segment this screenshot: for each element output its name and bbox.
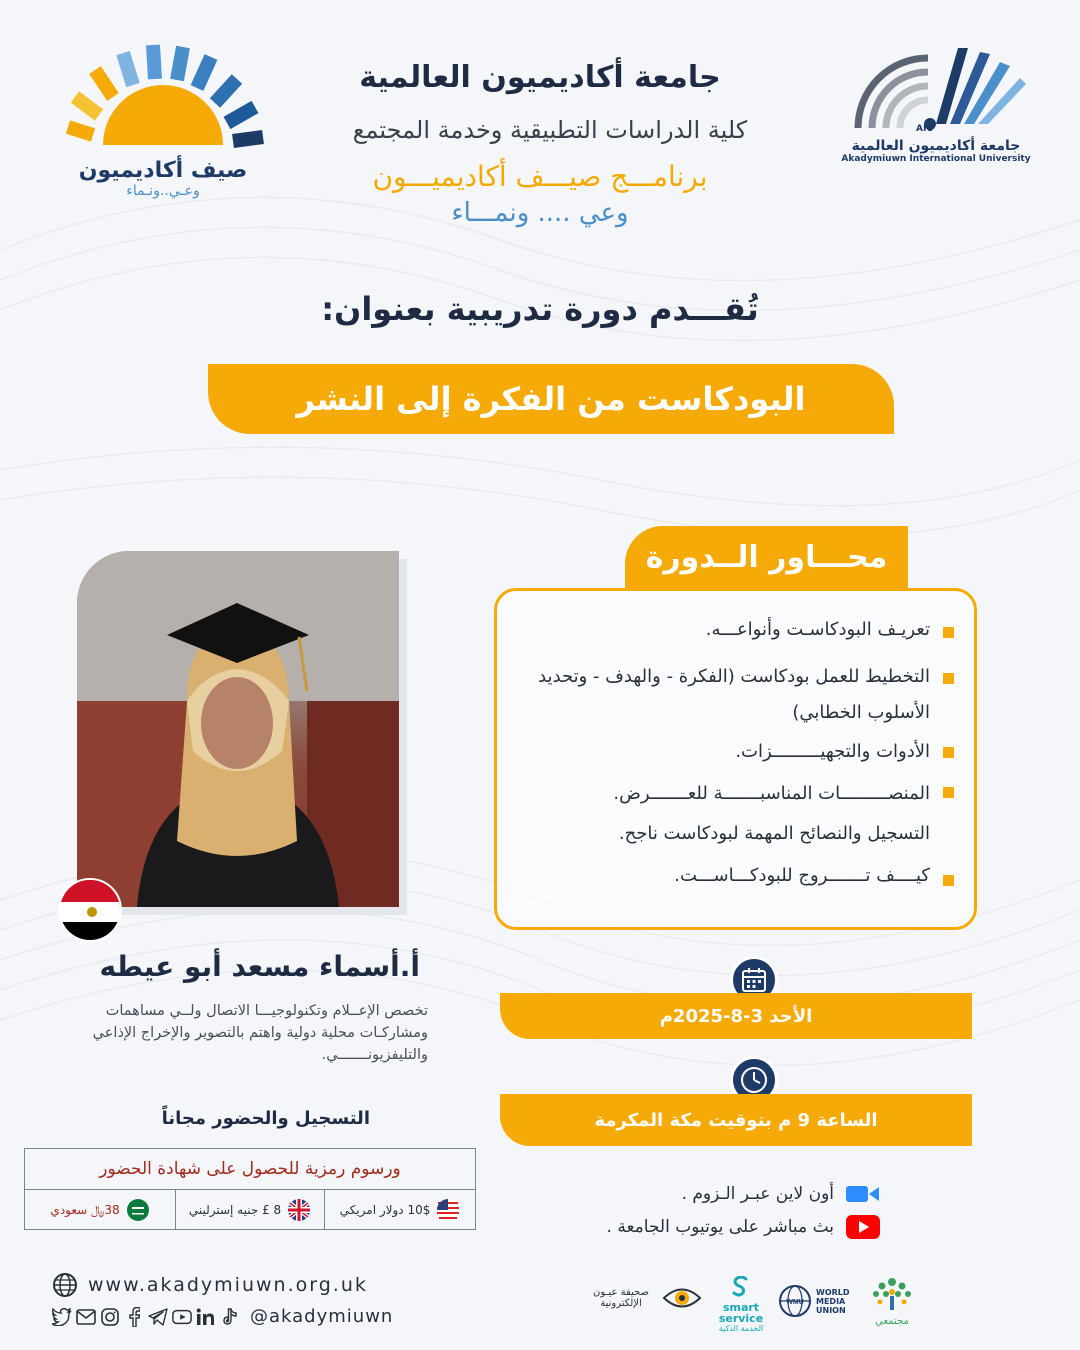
svg-text:WMU: WMU xyxy=(786,1299,804,1306)
speaker-name: أ.أسماء مسعد أبو عيطه xyxy=(99,950,420,983)
youtube-icon xyxy=(846,1214,880,1240)
course-title-banner xyxy=(208,364,894,434)
course-title: البودكاست من الفكرة إلى النشر xyxy=(296,380,806,418)
bullet-icon xyxy=(943,787,954,798)
fee-note: ورسوم رمزية للحصول على شهادة الحضور xyxy=(25,1149,475,1190)
community-tree-icon xyxy=(868,1274,916,1312)
partner-wmu xyxy=(778,1284,858,1318)
globe-icon xyxy=(52,1272,78,1298)
website-line[interactable] xyxy=(52,1272,368,1298)
eye-icon xyxy=(662,1284,702,1312)
twitter-icon[interactable] xyxy=(52,1307,72,1327)
fee-gbp-text: 8 £ جنيه إسترليني xyxy=(188,1203,282,1217)
bullet-icon xyxy=(943,747,954,758)
event-time: الساعة 9 م بتوقيت مكة المكرمة xyxy=(594,1109,878,1131)
fee-sar-text: 38﷼ سعودي xyxy=(50,1202,120,1217)
speaker-photo xyxy=(77,551,399,907)
axis-item: الأدوات والتجهيـــــــــزات. xyxy=(735,741,930,762)
aiu-emblem-icon xyxy=(838,38,1034,134)
social-handle[interactable]: @akadymiuwn xyxy=(250,1306,394,1327)
zoom-line xyxy=(560,1182,880,1206)
tiktok-icon[interactable] xyxy=(220,1307,240,1327)
bullet-icon xyxy=(943,627,954,638)
partner-oyoun xyxy=(586,1284,706,1312)
uk-flag-icon xyxy=(287,1198,311,1222)
zoom-icon xyxy=(846,1182,880,1206)
time-banner xyxy=(500,1094,972,1146)
smart-service-icon xyxy=(731,1276,751,1298)
smart-label: smart service xyxy=(718,1301,764,1325)
youtube-text: بث مباشر على يوتيوب الجامعة . xyxy=(606,1217,834,1237)
course-axis-box xyxy=(494,588,977,930)
summer-logo-title: صيف أكاديميون xyxy=(78,158,248,183)
saudi-flag-icon xyxy=(126,1198,150,1222)
event-date: الأحد 3-8-2025م xyxy=(659,1005,813,1027)
college-name: كلية الدراسات التطبيقية وخدمة المجتمع xyxy=(352,116,748,144)
axis-heading-text: محـــاور الــدورة xyxy=(645,539,888,575)
community-label: مجتمعي xyxy=(875,1316,909,1327)
instagram-icon[interactable] xyxy=(100,1307,120,1327)
youtube-outline-icon[interactable] xyxy=(172,1307,192,1327)
aiu-abbr: AIU xyxy=(916,124,934,134)
email-icon[interactable] xyxy=(76,1307,96,1327)
university-title: جامعة أكاديميون العالمية xyxy=(359,60,721,95)
smart-sub-label: الخدمة الذكية xyxy=(718,1324,764,1333)
axis-item: تعريـف البودكاسـت وأنواعـــه. xyxy=(705,619,930,640)
wmu-globe-icon xyxy=(778,1284,812,1318)
axis-item: التخطيط للعمل بودكاست (الفكرة - والهدف - وتحديد الأسلوب الخطابي) xyxy=(538,666,930,723)
fee-usd xyxy=(325,1190,475,1230)
bullet-icon xyxy=(943,875,954,886)
date-banner xyxy=(500,993,972,1039)
summer-logo-subtitle: وعـي..ونـماء xyxy=(126,183,200,199)
fee-gbp xyxy=(175,1190,325,1230)
presents-heading: تُقـــدم دورة تدريبية بعنوان: xyxy=(321,290,759,328)
partner-oyoun-label: صحيفة عيـون الإلكترونية xyxy=(593,1287,649,1309)
egypt-flag-icon xyxy=(58,878,122,942)
partner-community xyxy=(864,1274,920,1327)
speaker-bio: تخصص الإعــلام وتكنولوجيـــا الاتصال ولــي مساهمات ومشاركـات محلية دولية واهتم بالتصوير والإخراج الإذاعي والتليفزيونـــــــي. xyxy=(92,1003,428,1063)
usa-flag-icon xyxy=(436,1198,460,1222)
sun-rays-icon xyxy=(60,40,266,150)
facebook-icon[interactable] xyxy=(124,1307,144,1327)
wmu-label: WORLD MEDIA UNION xyxy=(816,1287,850,1315)
website-url[interactable]: www.akadymiuwn.org.uk xyxy=(88,1274,368,1296)
bullet-icon xyxy=(943,673,954,684)
program-slogan: وعي .... ونمـــاء xyxy=(451,198,629,228)
fee-sar xyxy=(25,1190,175,1230)
axis-item: التسجيل والنصائح المهمة لبودكاست ناجح. xyxy=(618,823,930,844)
aiu-english-name: Akadymiuwn International University xyxy=(841,154,1031,164)
aiu-arabic-name: جامعة أكاديميون العالمية xyxy=(851,138,1021,154)
university-logo xyxy=(838,38,1034,168)
partner-smart xyxy=(716,1276,766,1333)
axis-item: كيــــف تـــــــروج للبودكـــاســـت. xyxy=(674,865,930,886)
course-axis-heading xyxy=(625,526,908,588)
zoom-text: أون لاين عبـر الـزوم . xyxy=(681,1184,834,1204)
linkedin-icon[interactable] xyxy=(196,1307,216,1327)
axis-item: المنصـــــــــات المناسبـــــــة للعـــــــرض. xyxy=(613,783,930,804)
program-name: برنامـــج صيـــف أكاديميـــون xyxy=(372,160,708,193)
telegram-icon[interactable] xyxy=(148,1307,168,1327)
summer-program-logo xyxy=(60,40,266,200)
fee-usd-text: 10$ دولار امريكي xyxy=(339,1203,431,1217)
free-registration-label: التسجيل والحضور مجاناً xyxy=(161,1108,370,1129)
youtube-line xyxy=(560,1214,880,1240)
social-line xyxy=(52,1306,393,1327)
fees-table xyxy=(24,1148,476,1230)
